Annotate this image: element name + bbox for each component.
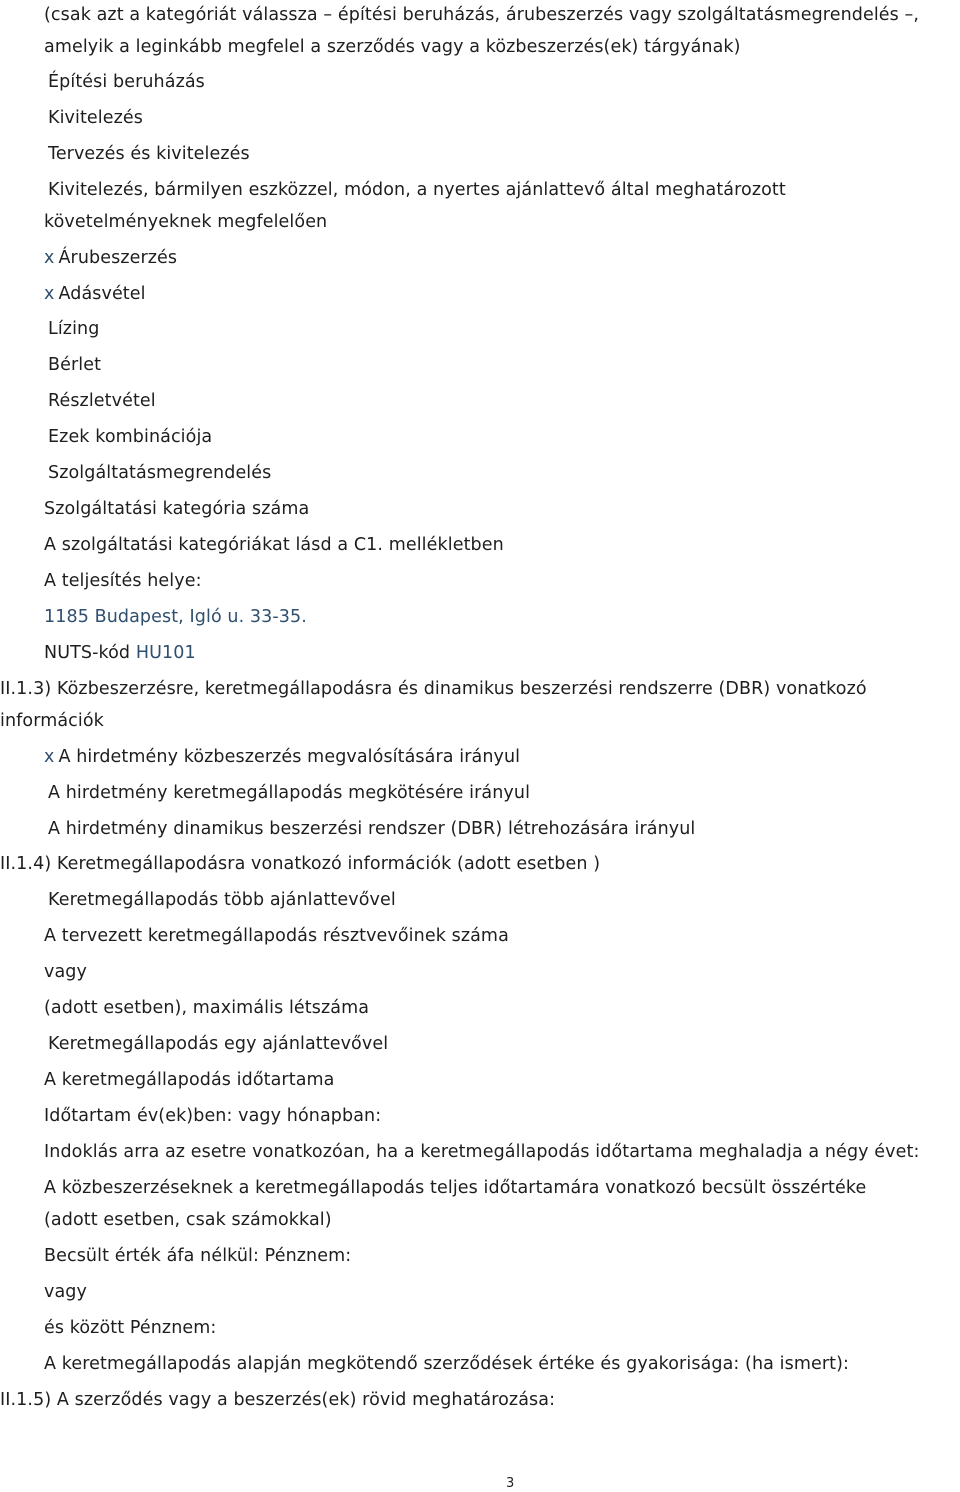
option-supply (44, 247, 177, 269)
option-purchase-label: Adásvétel (58, 284, 146, 304)
option-combination: Ezek kombinációja (48, 427, 213, 447)
option-rental: Bérlet (48, 355, 102, 375)
option-service: Szolgáltatásmegrendelés (48, 463, 272, 483)
framework-justification: Indoklás arra az esetre vonatkozóan, ha a keretmegállapodás időtartama meghaladja a négy évet: (44, 1142, 920, 1162)
framework-multi-tenderer: Keretmegállapodás több ajánlattevővel (48, 890, 396, 910)
option-execution-any-line-1: Kivitelezés, bármilyen eszközzel, módon, a nyertes ajánlattevő által meghatározott (48, 180, 786, 200)
framework-frequency: A keretmegállapodás alapján megkötendő szerződések értéke és gyakorisága: (ha ismert): (44, 1354, 850, 1374)
intro-line-2: amelyik a leginkább megfelel a szerződés vagy a közbeszerzés(ek) tárgyának) (44, 37, 741, 57)
framework-duration-units: Időtartam év(ek)ben: vagy hónapban: (44, 1106, 382, 1126)
nuts-code (44, 642, 196, 664)
nuts-code-label: NUTS-kód (44, 643, 131, 663)
framework-max-participants: (adott esetben), maximális létszáma (44, 998, 370, 1018)
framework-total-value-line-2: (adott esetben, csak számokkal) (44, 1210, 332, 1230)
section-ii-1-3-heading-line-2: információk (0, 711, 104, 731)
service-category-note: A szolgáltatási kategóriákat lásd a C1. mellékletben (44, 535, 504, 555)
section-ii-1-4-heading: II.1.4) Keretmegállapodásra vonatkozó információk (adott esetben ) (0, 854, 601, 874)
option-construction: Építési beruházás (48, 72, 205, 92)
nuts-code-value: HU101 (135, 643, 196, 663)
option-dbr: A hirdetmény dinamikus beszerzési rendszer (DBR) létrehozására irányul (48, 819, 696, 839)
option-framework: A hirdetmény keretmegállapodás megkötésére irányul (48, 783, 531, 803)
page-number: 3 (506, 1476, 515, 1491)
option-hire-purchase: Részletvétel (48, 391, 156, 411)
option-procurement-label: A hirdetmény közbeszerzés megvalósítására irányul (58, 747, 521, 767)
framework-or-1: vagy (44, 962, 87, 982)
option-design-execution: Tervezés és kivitelezés (48, 144, 250, 164)
option-purchase (44, 283, 146, 305)
service-category-number: Szolgáltatási kategória száma (44, 499, 310, 519)
option-supply-label: Árubeszerzés (58, 248, 178, 268)
option-procurement (44, 746, 520, 768)
framework-total-value-line-1: A közbeszerzéseknek a keretmegállapodás teljes időtartamára vonatkozó becsült összértéke (44, 1178, 867, 1198)
place-of-performance-label: A teljesítés helye: (44, 571, 202, 591)
option-execution: Kivitelezés (48, 108, 143, 128)
supply-checkmark: x (44, 248, 55, 268)
option-leasing: Lízing (48, 319, 100, 339)
section-ii-1-3-heading-line-1: II.1.3) Közbeszerzésre, keretmegállapodásra és dinamikus beszerzési rendszerre (DBR) vonatkozó (0, 679, 867, 699)
framework-duration: A keretmegállapodás időtartama (44, 1070, 335, 1090)
framework-participants: A tervezett keretmegállapodás résztvevőinek száma (44, 926, 509, 946)
framework-single-tenderer: Keretmegállapodás egy ajánlattevővel (48, 1034, 389, 1054)
option-execution-any-line-2: követelményeknek megfelelően (44, 212, 328, 232)
framework-or-2: vagy (44, 1282, 87, 1302)
procurement-checkmark: x (44, 747, 55, 767)
purchase-checkmark: x (44, 284, 55, 304)
section-ii-1-5-heading: II.1.5) A szerződés vagy a beszerzés(ek) rövid meghatározása: (0, 1390, 556, 1410)
framework-estimated-value: Becsült érték áfa nélkül: Pénznem: (44, 1246, 352, 1266)
intro-line-1: (csak azt a kategóriát válassza – építési beruházás, árubeszerzés vagy szolgáltatásmegrendelés –, (44, 5, 920, 25)
framework-between: és között Pénznem: (44, 1318, 217, 1338)
place-of-performance-value: 1185 Budapest, Igló u. 33-35. (44, 607, 307, 627)
